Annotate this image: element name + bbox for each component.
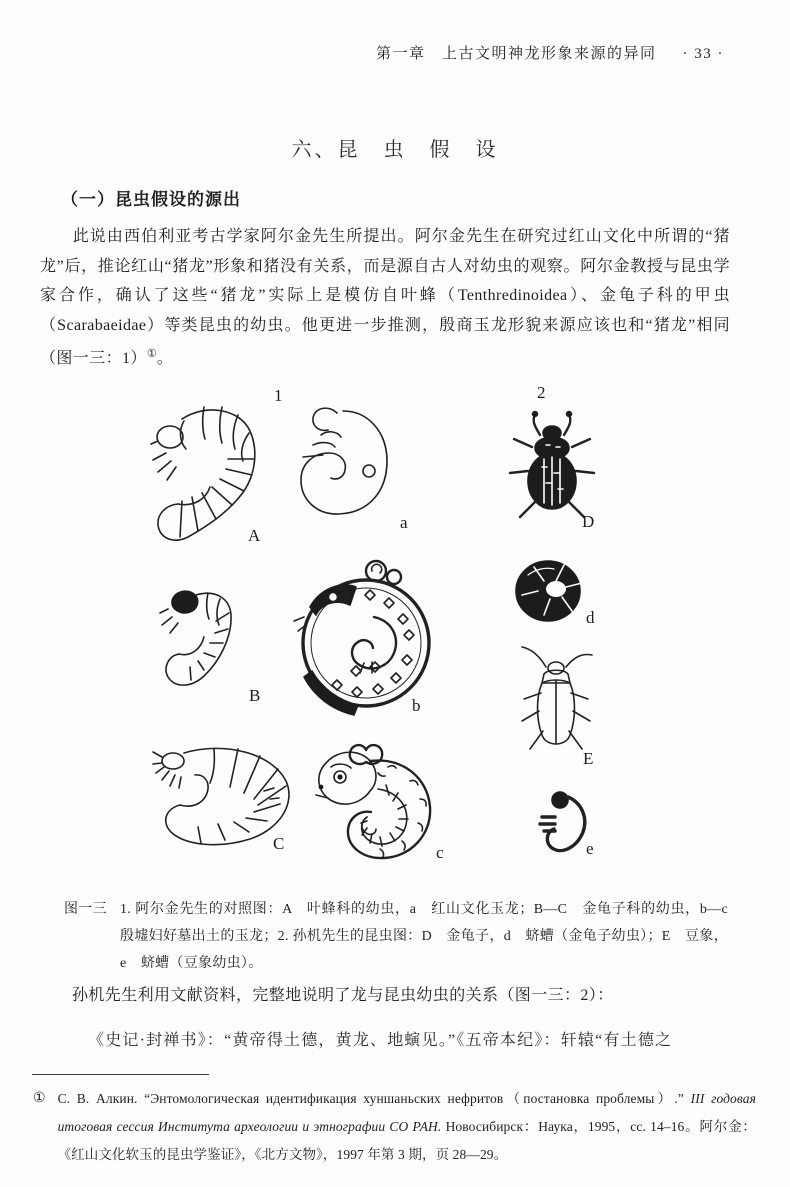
shang-jade-pig-dragon-c-drawing <box>296 737 453 881</box>
figure-item-b-label: b <box>412 696 421 715</box>
figure-item-e-label: e <box>586 839 594 858</box>
section-title: 六、昆 虫 假 设 <box>291 139 499 161</box>
footnote-separator <box>32 1074 209 1075</box>
footnote-text <box>58 1085 756 1169</box>
figure-group-2-label: 2 <box>537 383 546 402</box>
paragraph-1-text: 此说由西伯利亚考古学家阿尔金先生所提出。阿尔金先生在研究过红山文化中所谓的“猪龙”后，推论红山“猪龙”形象和猪没有关系，而是源自古人对幼虫的观察。阿尔金教授与昆虫学家合作，确认了这些“猪龙”实际上是模仿自叶蜂（Tenthredinoidea）、金龟子科的甲虫（Scarabaeidae）等类昆虫的幼虫。他更进一步推测，殷商玉龙形貌来源应该也和“猪龙”相同（图一三：1） <box>40 228 730 368</box>
figure-item-D-label: D <box>582 512 595 531</box>
classical-quote: 《史记·封禅书》：“黄帝得土德，黄龙、地螾见。”《五帝本纪》：轩辕“有土德之 <box>88 1032 673 1049</box>
figure-group-1-label: 1 <box>274 386 283 405</box>
figure-item-d-label: d <box>586 608 595 627</box>
figure-item-A-label: A <box>248 526 261 545</box>
footnote-marker: ① <box>33 1091 46 1106</box>
footnote-reference-1: ① <box>146 348 157 361</box>
chapter-title: 第一章 上古文明神龙形象来源的异同 <box>375 46 657 62</box>
figure-caption-text: 1. 阿尔金先生的对照图：A 叶蜂科的幼虫，a 红山文化玉龙；B—C 金龟子科的幼虫，b—c 殷墟妇好墓出土的玉龙；2. 孙机先生的昆虫图：D 金龟子，d 蛴螬（金龟子幼虫）；E 豆象，e 蛴螬（豆象幼虫）。 <box>120 902 743 971</box>
paragraph-2-text: 孙机先生利用文献资料，完整地说明了龙与昆虫幼虫的关系（图一三：2）： <box>72 987 614 1004</box>
paragraph-2 <box>40 981 730 1011</box>
figure-plate <box>0 383 790 886</box>
figure-caption-label: 图一三 <box>64 902 107 917</box>
sawfly-larva-A-drawing <box>148 397 263 547</box>
subsection-title: （一）昆虫假设的源出 <box>61 190 241 209</box>
page-number: · 33 · <box>682 46 724 62</box>
running-head <box>376 42 724 63</box>
footnote-citation-part3: Новосибирск：Наука，1995，сс. 14–16。阿尔金：《红山文化软玉的昆虫学鉴证》，《北方文物》，1997 年第 3 期，页 28—29。 <box>57 1119 756 1162</box>
figure-item-B-label: B <box>249 686 261 705</box>
hongshan-jade-dragon-a-drawing <box>287 405 400 533</box>
scarab-larva-B-drawing <box>158 583 250 710</box>
figure-item-a-label: a <box>400 513 408 532</box>
paragraph-1-tail: 。 <box>156 350 174 368</box>
paragraph-1 <box>40 222 730 374</box>
footnote-citation-part1: С. В. Алкин. “Энтомологическая идентификация хуншаньских нефритов（постановка проблемы）.” <box>57 1091 691 1106</box>
figure-caption <box>64 896 743 977</box>
fuhao-jade-dragon-b-drawing <box>278 555 450 721</box>
figure-item-c-label: c <box>436 843 444 862</box>
grub-d-drawing <box>506 555 593 627</box>
footnote <box>33 1085 756 1169</box>
figure-item-C-label: C <box>273 834 285 853</box>
figure-item-E-label: E <box>583 749 594 768</box>
scarab-beetle-D-drawing <box>508 411 598 527</box>
footnote-citation-italic: III годовая итоговая сессия Института археологии и этнографии СО РАН. <box>57 1091 756 1134</box>
